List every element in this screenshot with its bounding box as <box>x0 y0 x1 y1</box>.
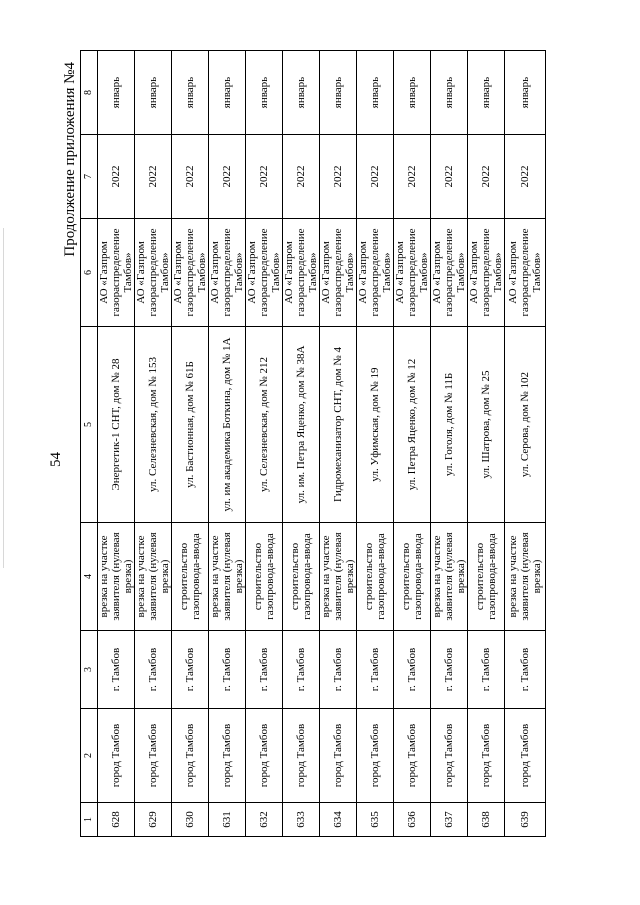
month-cell: январь <box>431 51 468 135</box>
municipality-cell: город Тамбов <box>394 709 431 803</box>
header-row <box>81 51 98 837</box>
work-type-cell: врезка на участке заявителя (нулевая врезка) <box>98 523 135 631</box>
header-cell-5: 5 <box>81 327 98 523</box>
table-row <box>135 51 172 837</box>
municipality-cell: город Тамбов <box>468 709 505 803</box>
work-type-cell: врезка на участке заявителя (нулевая врезка) <box>209 523 246 631</box>
row-number-cell: 633 <box>283 803 320 837</box>
year-cell: 2022 <box>246 135 283 219</box>
table-row <box>357 51 394 837</box>
work-type-cell: врезка на участке заявителя (нулевая врезка) <box>505 523 546 631</box>
executor-cell: АО «Газпром газораспределение Тамбов» <box>283 219 320 327</box>
month-cell: январь <box>172 51 209 135</box>
executor-cell: АО «Газпром газораспределение Тамбов» <box>209 219 246 327</box>
row-number-cell: 631 <box>209 803 246 837</box>
year-cell: 2022 <box>431 135 468 219</box>
row-number-cell: 637 <box>431 803 468 837</box>
municipality-cell: город Тамбов <box>209 709 246 803</box>
work-type-cell: врезка на участке заявителя (нулевая врезка) <box>320 523 357 631</box>
locality-cell: г. Тамбов <box>172 631 209 709</box>
address-cell: ул. Петра Яценко, дом № 12 <box>394 327 431 523</box>
year-cell: 2022 <box>394 135 431 219</box>
municipality-cell: город Тамбов <box>431 709 468 803</box>
executor-cell: АО «Газпром газораспределение Тамбов» <box>320 219 357 327</box>
municipality-cell: город Тамбов <box>357 709 394 803</box>
header-cell-6: 6 <box>81 219 98 327</box>
municipality-cell: город Тамбов <box>246 709 283 803</box>
locality-cell: г. Тамбов <box>468 631 505 709</box>
year-cell: 2022 <box>283 135 320 219</box>
header-cell-4: 4 <box>81 523 98 631</box>
address-cell: ул. Селезневская, дом № 212 <box>246 327 283 523</box>
month-cell: январь <box>135 51 172 135</box>
year-cell: 2022 <box>135 135 172 219</box>
row-number-cell: 632 <box>246 803 283 837</box>
header-cell-7: 7 <box>81 135 98 219</box>
month-cell: январь <box>320 51 357 135</box>
month-cell: январь <box>468 51 505 135</box>
municipality-cell: город Тамбов <box>505 709 546 803</box>
address-cell: ул. им академика Боткина, дом № 1А <box>209 327 246 523</box>
executor-cell: АО «Газпром газораспределение Тамбов» <box>431 219 468 327</box>
locality-cell: г. Тамбов <box>246 631 283 709</box>
row-number-cell: 638 <box>468 803 505 837</box>
row-number-cell: 630 <box>172 803 209 837</box>
locality-cell: г. Тамбов <box>320 631 357 709</box>
executor-cell: АО «Газпром газораспределение Тамбов» <box>135 219 172 327</box>
executor-cell: АО «Газпром газораспределение Тамбов» <box>394 219 431 327</box>
locality-cell: г. Тамбов <box>505 631 546 709</box>
month-cell: январь <box>283 51 320 135</box>
year-cell: 2022 <box>505 135 546 219</box>
page-number: 54 <box>48 452 64 467</box>
table-row <box>468 51 505 837</box>
address-cell: ул. Серова, дом № 102 <box>505 327 546 523</box>
row-number-cell: 629 <box>135 803 172 837</box>
work-type-cell: врезка на участке заявителя (нулевая врезка) <box>431 523 468 631</box>
executor-cell: АО «Газпром газораспределение Тамбов» <box>98 219 135 327</box>
table-row <box>431 51 468 837</box>
locality-cell: г. Тамбов <box>431 631 468 709</box>
municipality-cell: город Тамбов <box>283 709 320 803</box>
header-cell-3: 3 <box>81 631 98 709</box>
header-cell-8: 8 <box>81 51 98 135</box>
executor-cell: АО «Газпром газораспределение Тамбов» <box>172 219 209 327</box>
year-cell: 2022 <box>98 135 135 219</box>
table-row <box>209 51 246 837</box>
header-cell-2: 2 <box>81 709 98 803</box>
year-cell: 2022 <box>172 135 209 219</box>
table-row <box>283 51 320 837</box>
table-row <box>320 51 357 837</box>
year-cell: 2022 <box>320 135 357 219</box>
work-type-cell: строительство газопровода-ввода <box>172 523 209 631</box>
header-cell-1: 1 <box>81 803 98 837</box>
address-cell: ул. Уфимская, дом № 19 <box>357 327 394 523</box>
month-cell: январь <box>505 51 546 135</box>
address-cell: ул. Бастионная, дом № 61Б <box>172 327 209 523</box>
address-cell: Гидромеханизатор СНТ, дом № 4 <box>320 327 357 523</box>
address-cell: ул. Гоголя, дом № 11Б <box>431 327 468 523</box>
work-type-cell: строительство газопровода-ввода <box>246 523 283 631</box>
scan-edge-mark <box>3 228 4 568</box>
table-row <box>394 51 431 837</box>
municipality-cell: город Тамбов <box>135 709 172 803</box>
address-cell: ул. Шатрова, дом № 25 <box>468 327 505 523</box>
year-cell: 2022 <box>468 135 505 219</box>
locality-cell: г. Тамбов <box>98 631 135 709</box>
municipality-cell: город Тамбов <box>320 709 357 803</box>
municipality-cell: город Тамбов <box>172 709 209 803</box>
locality-cell: г. Тамбов <box>283 631 320 709</box>
work-type-cell: врезка на участке заявителя (нулевая врезка) <box>135 523 172 631</box>
locality-cell: г. Тамбов <box>394 631 431 709</box>
table-row <box>172 51 209 837</box>
address-cell: ул. Селезневская, дом № 153 <box>135 327 172 523</box>
work-type-cell: строительство газопровода-ввода <box>283 523 320 631</box>
row-number-cell: 636 <box>394 803 431 837</box>
work-type-cell: строительство газопровода-ввода <box>468 523 505 631</box>
month-cell: январь <box>209 51 246 135</box>
executor-cell: АО «Газпром газораспределение Тамбов» <box>468 219 505 327</box>
table-row <box>98 51 135 837</box>
row-number-cell: 635 <box>357 803 394 837</box>
locality-cell: г. Тамбов <box>357 631 394 709</box>
month-cell: январь <box>357 51 394 135</box>
executor-cell: АО «Газпром газораспределение Тамбов» <box>246 219 283 327</box>
municipality-cell: город Тамбов <box>98 709 135 803</box>
locality-cell: г. Тамбов <box>135 631 172 709</box>
executor-cell: АО «Газпром газораспределение Тамбов» <box>505 219 546 327</box>
work-type-cell: строительство газопровода-ввода <box>357 523 394 631</box>
year-cell: 2022 <box>357 135 394 219</box>
executor-cell: АО «Газпром газораспределение Тамбов» <box>357 219 394 327</box>
month-cell: январь <box>246 51 283 135</box>
row-number-cell: 628 <box>98 803 135 837</box>
work-type-cell: строительство газопровода-ввода <box>394 523 431 631</box>
table-row <box>505 51 546 837</box>
table-row <box>246 51 283 837</box>
gas-connection-table <box>80 50 546 837</box>
annex-title: Продолжение приложения №4 <box>62 62 78 257</box>
locality-cell: г. Тамбов <box>209 631 246 709</box>
year-cell: 2022 <box>209 135 246 219</box>
table-body <box>81 51 546 837</box>
address-cell: ул. им. Петра Яценко, дом № 38А <box>283 327 320 523</box>
row-number-cell: 639 <box>505 803 546 837</box>
row-number-cell: 634 <box>320 803 357 837</box>
month-cell: январь <box>394 51 431 135</box>
month-cell: январь <box>98 51 135 135</box>
address-cell: Энергетик-1 СНТ, дом № 28 <box>98 327 135 523</box>
